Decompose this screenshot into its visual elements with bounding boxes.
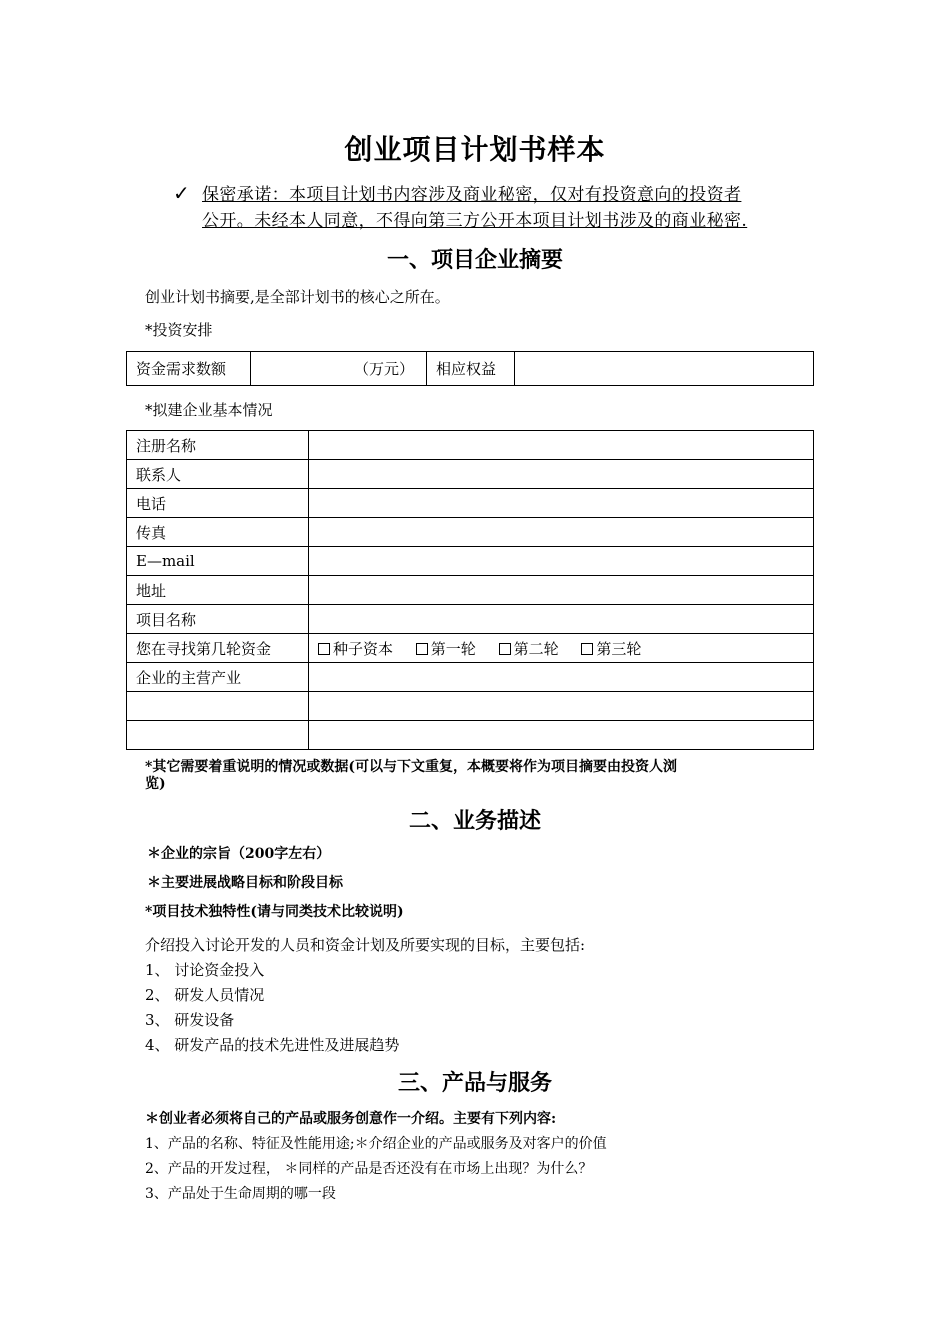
equity-label: 相应权益 — [427, 352, 515, 386]
checkbox-icon[interactable] — [499, 643, 511, 655]
investment-table — [126, 351, 814, 386]
list-item: 2、 研发人员情况 — [145, 986, 265, 1004]
tech-uniqueness-item: *项目技术独特性(请与同类技术比较说明) — [145, 904, 404, 920]
list-item: 2、产品的开发过程， ＊同样的产品是否还没有在市场上出现？为什么？ — [145, 1161, 593, 1177]
note-line-1: *其它需要着重说明的情况或数据(可以与下文重复，本概要将作为项目摘要由投资人浏 — [145, 759, 677, 775]
pledge-line-1: 保密承诺：本项目计划书内容涉及商业秘密，仅对有投资意向的投资者 — [202, 185, 742, 205]
equity-value[interactable] — [515, 352, 814, 386]
option-round-3[interactable] — [581, 640, 641, 658]
checkbox-icon[interactable] — [416, 643, 428, 655]
row-label: E—mail — [127, 547, 309, 576]
products-lead: ＊创业者必须将自己的产品或服务创意作一介绍。主要有下列内容: — [145, 1111, 557, 1127]
row-label — [127, 721, 309, 750]
row-label: 您在寻找第几轮资金 — [127, 634, 309, 663]
confidentiality-pledge — [202, 182, 747, 234]
row-label: 电话 — [127, 489, 309, 518]
goals-item: ＊主要进展战略目标和阶段目标 — [147, 875, 343, 891]
option-label: 种子资本 — [333, 639, 394, 658]
checkmark-icon: ✓ — [173, 181, 190, 205]
company-info-label: *拟建企业基本情况 — [145, 401, 273, 419]
list-item: 1、产品的名称、特征及性能用途;＊介绍企业的产品或服务及对客户的价值 — [145, 1136, 607, 1152]
row-label: 联系人 — [127, 460, 309, 489]
list-item: 1、 讨论资金投入 — [145, 961, 265, 979]
section-heading-summary: 一、项目企业摘要 — [386, 247, 563, 273]
section-heading-products: 三、产品与服务 — [397, 1070, 552, 1096]
row-label: 传真 — [127, 518, 309, 547]
row-value[interactable] — [309, 663, 814, 692]
investment-amount-value[interactable] — [251, 352, 335, 386]
row-label: 注册名称 — [127, 431, 309, 460]
row-value[interactable] — [309, 721, 814, 750]
row-value[interactable] — [309, 692, 814, 721]
row-label: 企业的主营产业 — [127, 663, 309, 692]
option-round-2[interactable] — [499, 640, 559, 658]
row-label: 项目名称 — [127, 605, 309, 634]
investment-label: *投资安排 — [145, 321, 213, 339]
row-value[interactable] — [309, 431, 814, 460]
company-info-table — [126, 430, 814, 750]
checkbox-icon[interactable] — [318, 643, 330, 655]
row-value[interactable] — [309, 460, 814, 489]
row-value[interactable] — [309, 518, 814, 547]
rd-intro: 介绍投入讨论开发的人员和资金计划及所要实现的目标，主要包括: — [145, 936, 586, 954]
checkbox-icon[interactable] — [581, 643, 593, 655]
row-label — [127, 692, 309, 721]
row-value[interactable] — [309, 547, 814, 576]
option-label: 第一轮 — [430, 639, 476, 658]
option-label: 第二轮 — [513, 639, 559, 658]
row-label: 地址 — [127, 576, 309, 605]
section-heading-business: 二、业务描述 — [408, 808, 541, 834]
purpose-item: ＊企业的宗旨（200字左右） — [147, 846, 331, 862]
pledge-line-2: 公开。未经本人同意，不得向第三方公开本项目计划书涉及的商业秘密. — [202, 211, 748, 231]
option-round-1[interactable] — [416, 640, 476, 658]
option-label: 第三轮 — [596, 639, 642, 658]
summary-intro: 创业计划书摘要,是全部计划书的核心之所在。 — [145, 288, 450, 306]
row-value[interactable] — [309, 489, 814, 518]
investment-unit: （万元） — [334, 352, 427, 386]
summary-note — [145, 759, 677, 793]
note-line-2: 览) — [145, 776, 166, 792]
list-item: 3、产品处于生命周期的哪一段 — [145, 1186, 336, 1202]
list-item: 3、 研发设备 — [145, 1011, 235, 1029]
row-value[interactable] — [309, 576, 814, 605]
funding-round-options — [309, 634, 814, 663]
document-title: 创业项目计划书样本 — [344, 133, 606, 166]
investment-amount-label: 资金需求数额 — [127, 352, 251, 386]
list-item: 4、 研发产品的技术先进性及进展趋势 — [145, 1036, 400, 1054]
option-seed[interactable] — [318, 640, 393, 658]
row-value[interactable] — [309, 605, 814, 634]
